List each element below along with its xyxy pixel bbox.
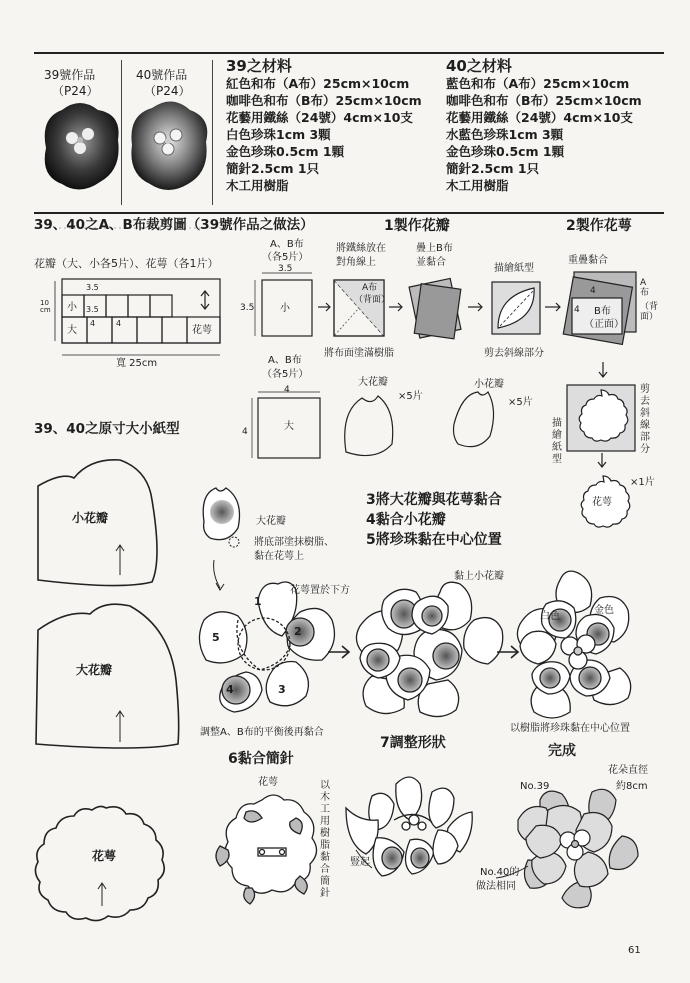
step2-title: 2製作花萼 — [566, 218, 632, 234]
step6-title: 6黏合簡針 — [228, 751, 294, 767]
dim-label: 4 — [574, 305, 580, 315]
stack-note: 並黏合 — [416, 257, 446, 268]
cutting-title: 39、40之A、B布裁剪圖（39號作品之做法） — [34, 217, 314, 233]
stack-note: 疊上B布 — [416, 243, 453, 254]
materials40-title: 40之材料 — [446, 57, 512, 75]
materials40-line: 木工用樹脂 — [446, 178, 509, 193]
big-petal-note: 大花瓣 — [256, 516, 286, 527]
dim-label: 4 — [116, 319, 122, 328]
flower-assembly-a — [199, 582, 349, 712]
big-petal-label: 大花瓣 — [358, 377, 388, 388]
trace-note: 描繪紙型 — [494, 263, 534, 274]
no40-note: No.40的 — [480, 867, 520, 878]
step3-petal — [203, 488, 239, 590]
b-front-label: （正面） — [584, 319, 624, 330]
materials40-line: 花藝用鐵絲（24號）4cm×10支 — [446, 110, 633, 125]
resin-note: 黏在花萼上 — [254, 551, 304, 562]
calyx-label: 花萼 — [258, 777, 278, 788]
gold-pearl-label: 金色 — [594, 605, 614, 616]
cut-note: 剪去斜線部分 — [484, 348, 544, 359]
materials39-line: 金色珍珠0.5cm 1顆 — [226, 144, 345, 159]
dim-label: 4 — [590, 286, 596, 296]
step6-diagram — [216, 795, 317, 904]
cell-big: 大 — [67, 325, 77, 336]
wire-note: 對角線上 — [336, 257, 376, 268]
diameter-note: 約8cm — [616, 781, 648, 792]
white-pearl-label: 白色 — [540, 611, 560, 622]
materials39-line: 白色珍珠1cm 3顆 — [226, 127, 331, 142]
stick-small-note: 黏上小花瓣 — [454, 571, 504, 582]
dim-label: 3.5 — [278, 264, 293, 274]
calyx-below-note: 花萼置於下方 — [290, 585, 350, 596]
petal-number: 1 — [254, 595, 262, 608]
finish-title: 完成 — [548, 743, 576, 759]
materials40-line: 金色珍珠0.5cm 1顆 — [446, 144, 565, 159]
step1-ab-count: （各5片） — [262, 252, 309, 263]
cut-side-note: 剪去斜線部分 — [640, 384, 650, 455]
materials39-line: 花藝用鐵絲（24號）4cm×10支 — [226, 110, 413, 125]
materials39-title: 39之材料 — [226, 57, 292, 75]
work40-photo — [131, 101, 207, 190]
templates-title: 39、40之原寸大小紙型 — [34, 421, 180, 437]
dim-label: 3.5 — [86, 283, 99, 292]
dim-label: 4 — [242, 427, 248, 437]
raise-note: 豎起 — [350, 857, 370, 868]
width-label: 寬 25cm — [116, 358, 158, 369]
back-label: （背面） — [354, 295, 391, 305]
step1-title: 1製作花瓣 — [384, 218, 450, 234]
a-cloth-label: A布 — [362, 283, 378, 293]
cutting-diagram — [55, 279, 220, 355]
trace-side-note: 描繪紙型 — [552, 418, 562, 465]
small-petal-label: 小花瓣 — [474, 379, 504, 390]
step5-title: 5將珍珠黏在中心位置 — [366, 532, 502, 548]
materials39-line: 咖啡色和布（B布）25cm×10cm — [226, 93, 422, 108]
pearl-note: 以樹脂將珍珠黏在中心位置 — [510, 723, 630, 734]
dim-label: 3.5 — [86, 305, 99, 314]
materials40-line: 水藍色珍珠1cm 3顆 — [446, 127, 564, 142]
materials40-line: 簡針2.5cm 1只 — [446, 161, 540, 176]
cell-calyx: 花萼 — [192, 325, 212, 336]
no39-label: No.39 — [520, 781, 550, 792]
step1-ab2-label: A、B布 — [268, 355, 302, 366]
finished-flower — [496, 789, 638, 907]
diameter-note: 花朵直徑 — [608, 765, 648, 776]
flower-assembly-c — [517, 571, 630, 718]
small-label: 小 — [280, 303, 290, 314]
materials39-line: 紅色和布（A布）25cm×10cm — [226, 76, 410, 91]
big-label: 大 — [284, 421, 294, 432]
petal-number: 4 — [226, 683, 234, 696]
materials39-line: 木工用樹脂 — [226, 178, 289, 193]
materials39-line: 簡針2.5cm 1只 — [226, 161, 320, 176]
calyx-label: 花萼 — [592, 497, 612, 508]
calyx-template-label: 花萼 — [92, 849, 117, 863]
work40-label: 40號作品 — [136, 68, 188, 82]
materials40-line: 咖啡色和布（B布）25cm×10cm — [446, 93, 642, 108]
a-back-label: （背面） — [640, 302, 659, 322]
calyx-count: ×1片 — [630, 477, 655, 488]
dim-label: 4 — [284, 385, 290, 395]
work39-photo — [45, 103, 119, 190]
resin-note: 將布面塗滿樹脂 — [324, 348, 394, 359]
height-label: 10 cm — [40, 299, 51, 314]
adjust-note: 調整A、B布的平衡後再黏合 — [200, 727, 324, 738]
step7-title: 7調整形狀 — [380, 735, 446, 751]
a-cloth-label: A布 — [640, 278, 650, 298]
step1-ab-label: A、B布 — [270, 239, 304, 250]
small-petal-count: ×5片 — [508, 397, 533, 408]
materials40-line: 藍色和布（A布）25cm×10cm — [446, 76, 630, 91]
no40-note: 做法相同 — [476, 881, 516, 892]
wire-note: 將鐵絲放在 — [336, 243, 386, 254]
petal-number: 5 — [212, 631, 220, 644]
resin-note: 將底部塗抹樹脂、 — [254, 537, 334, 548]
pin-note: 以木工用樹脂黏合簡針 — [320, 780, 330, 899]
big-petal-template-label: 大花瓣 — [76, 663, 113, 677]
cell-small: 小 — [67, 302, 77, 313]
step4-title: 4黏合小花瓣 — [366, 512, 446, 528]
step1-ab2-count: （各5片） — [262, 369, 309, 380]
big-petal-count: ×5片 — [398, 391, 423, 402]
flower-assembly-b — [356, 582, 518, 716]
b-cloth-label: B布 — [594, 306, 611, 317]
dim-label: 3.5 — [240, 303, 255, 313]
petal-number: 2 — [294, 625, 302, 638]
overlap-note: 重疊黏合 — [568, 255, 608, 266]
work39-label: 39號作品 — [44, 68, 96, 82]
dim-label: 4 — [90, 319, 96, 328]
cutting-subtitle: 花瓣（大、小各5片）、花萼（各1片） — [34, 257, 219, 270]
work40-page: （P24） — [144, 84, 191, 98]
page-number: 61 — [628, 945, 641, 956]
small-petal-template-label: 小花瓣 — [72, 511, 109, 525]
work39-page: （P24） — [52, 84, 99, 98]
step3-title: 3將大花瓣與花萼黏合 — [366, 492, 502, 508]
petal-number: 3 — [278, 683, 286, 696]
